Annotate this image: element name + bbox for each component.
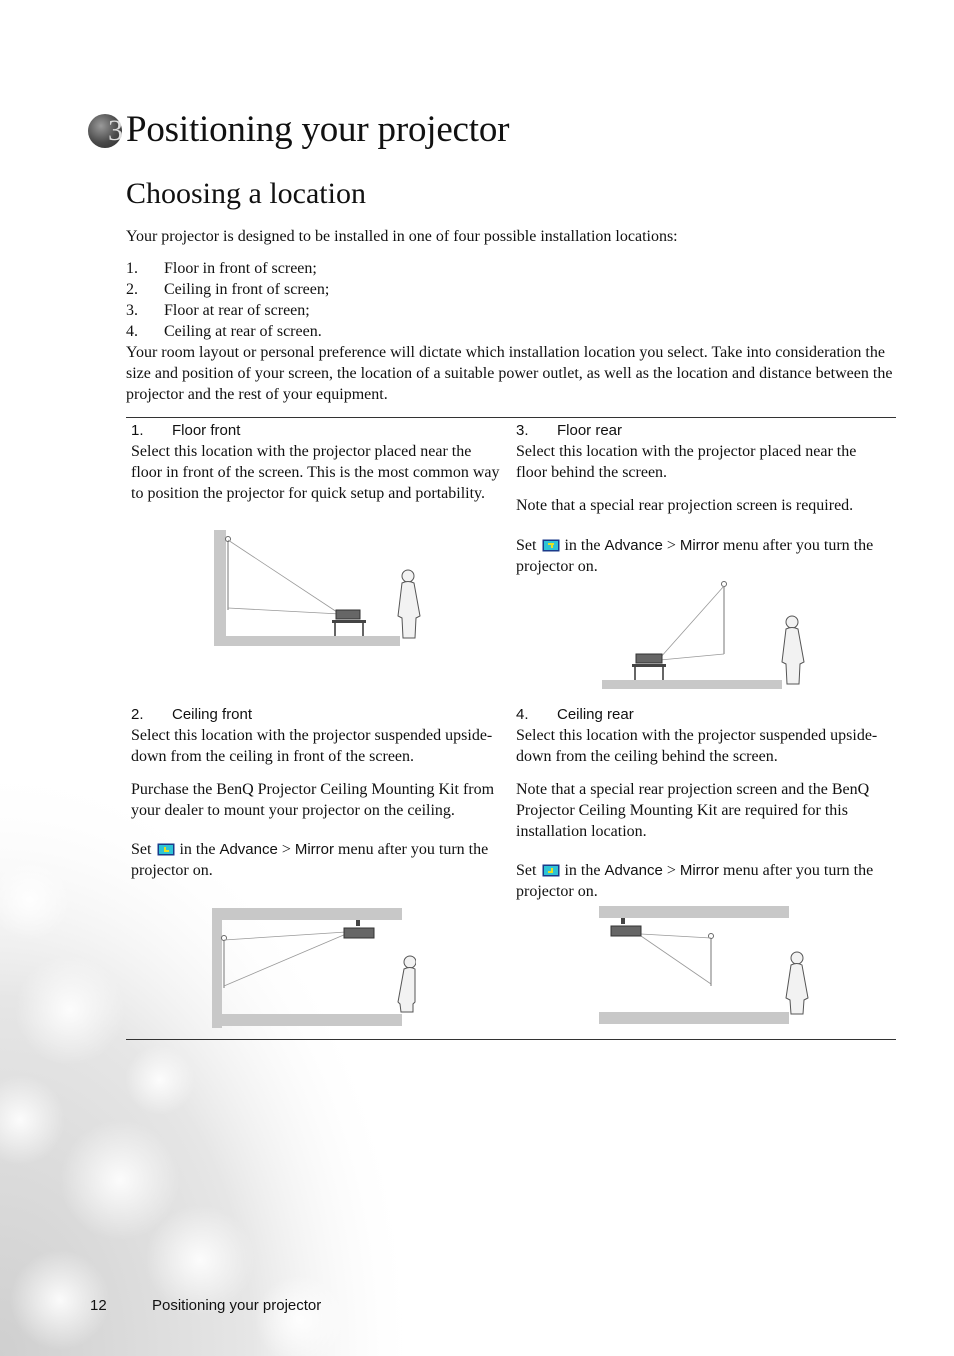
intro-paragraph: Your projector is designed to be installed in one of four possible installation locations: <box>126 228 678 245</box>
floor-rear-cell <box>516 420 886 577</box>
list-item: 4. Ceiling at rear of screen. <box>126 323 322 340</box>
floor-rear-title: 3. Floor rear <box>516 422 623 439</box>
floor-rear-set-instruction: Set in the Advance > Mirror menu after you turn the projector on. <box>516 537 874 575</box>
ceiling-front-title: 2. Ceiling front <box>131 706 253 723</box>
list-item: 1. Floor in front of screen; <box>126 260 317 277</box>
ceiling-front-description: Select this location with the projector suspended upside-down from the ceiling in front of the screen. <box>131 727 493 765</box>
footer-label: Positioning your projector <box>152 1297 322 1314</box>
table-top-rule <box>126 417 896 418</box>
list-item: 3. Floor at rear of screen; <box>126 302 310 319</box>
list-item: 2. Ceiling in front of screen; <box>126 281 330 298</box>
floor-front-description: Select this location with the projector placed near the floor in front of the screen. This is the most common way to position the projector for quick setup and portability. <box>131 443 500 502</box>
floor-rear-diagram <box>600 578 814 690</box>
ceiling-front-cell <box>131 704 501 881</box>
ceiling-front-diagram <box>210 906 416 1030</box>
ceiling-front-set-instruction: Set in the Advance > Mirror menu after you turn the projector on. <box>131 841 489 879</box>
ceiling-mirror-icon <box>157 843 175 856</box>
chapter-title: Positioning your projector <box>126 109 510 150</box>
location-list <box>126 258 329 342</box>
ceiling-rear-diagram <box>597 904 813 1028</box>
ceiling-rear-note: Note that a special rear projection screen and the BenQ Projector Ceiling Mounting Kit are required for this installation location. <box>516 781 870 840</box>
floor-front-cell <box>131 420 501 504</box>
ceiling-rear-description: Select this location with the projector suspended upside-down from the ceiling behind the screen. <box>516 727 878 765</box>
chapter-number: 3 <box>108 114 123 147</box>
chapter-number-badge <box>88 114 122 148</box>
ceiling-rear-cell <box>516 704 886 902</box>
table-bottom-rule <box>126 1039 896 1040</box>
rear-ceiling-mirror-icon <box>542 864 560 877</box>
ceiling-front-note: Purchase the BenQ Projector Ceiling Mounting Kit from your dealer to mount your projector on the ceiling. <box>131 781 495 819</box>
floor-front-title: 1. Floor front <box>131 422 241 439</box>
page-number: 12 <box>90 1297 107 1314</box>
ceiling-rear-set-instruction: Set in the Advance > Mirror menu after you turn the projector on. <box>516 862 874 900</box>
rear-mirror-icon <box>542 539 560 552</box>
floor-rear-description: Select this location with the projector placed near the floor behind the screen. <box>516 443 857 481</box>
floor-front-diagram <box>212 528 426 648</box>
ceiling-rear-title: 4. Ceiling rear <box>516 706 634 723</box>
floor-rear-note: Note that a special rear projection screen is required. <box>516 497 854 514</box>
section-title: Choosing a location <box>126 177 366 210</box>
closing-paragraph: Your room layout or personal preference will dictate which installation location you select. Take into consideration the size and position of your screen, the location of a suitable power outlet, as well as the location and distance between the projector and the rest of your equipment. <box>126 344 893 403</box>
